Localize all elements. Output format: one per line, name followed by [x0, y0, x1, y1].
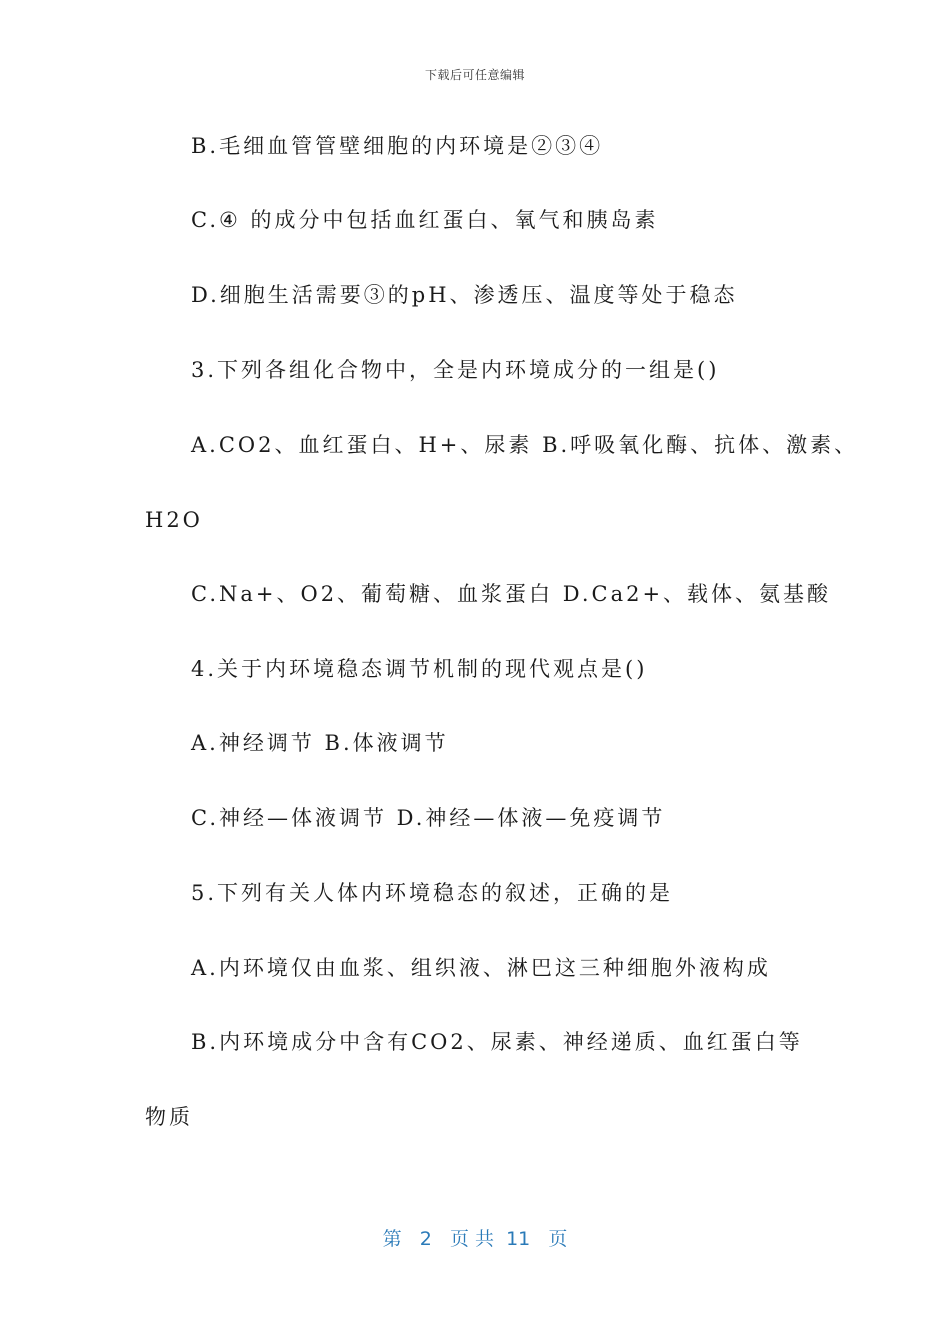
page-footer [0, 1226, 950, 1252]
text-line: D.细胞生活需要③的pH、渗透压、温度等处于稳态 [191, 283, 738, 307]
text-line: C.神经—体液调节 D.神经—体液—免疫调节 [191, 806, 666, 830]
text-line: 3.下列各组化合物中，全是内环境成分的一组是() [191, 358, 720, 382]
text-line: 5.下列有关人体内环境稳态的叙述，正确的是 [191, 881, 674, 905]
text-line: B.内环境成分中含有CO2、尿素、神经递质、血红蛋白等 [191, 1030, 803, 1054]
header-note: 下载后可任意编辑 [424, 68, 525, 82]
text-line: 物质 [145, 1105, 193, 1129]
footer-middle: 页 共 [449, 1228, 494, 1250]
text-line: 4.关于内环境稳态调节机制的现代观点是() [191, 657, 648, 681]
text-line: B.毛细血管管壁细胞的内环境是②③④ [191, 134, 604, 158]
text-line: C.④ 的成分中包括血红蛋白、氧气和胰岛素 [191, 208, 659, 232]
text-line: H2O [145, 508, 203, 532]
text-line: A.内环境仅由血浆、组织液、淋巴这三种细胞外液构成 [191, 956, 771, 980]
text-line: A.神经调节 B.体液调节 [191, 731, 449, 755]
footer-prefix: 第 [382, 1228, 402, 1250]
footer-total-pages: 11 [506, 1228, 531, 1250]
text-line: C.Na+、O2、葡萄糖、血浆蛋白 D.Ca2+、载体、氨基酸 [191, 582, 832, 606]
text-line: A.CO2、血红蛋白、H+、尿素 B.呼吸氧化酶、抗体、激素、 [191, 433, 859, 457]
footer-page-number: 2 [419, 1228, 432, 1250]
footer-suffix: 页 [548, 1228, 568, 1250]
